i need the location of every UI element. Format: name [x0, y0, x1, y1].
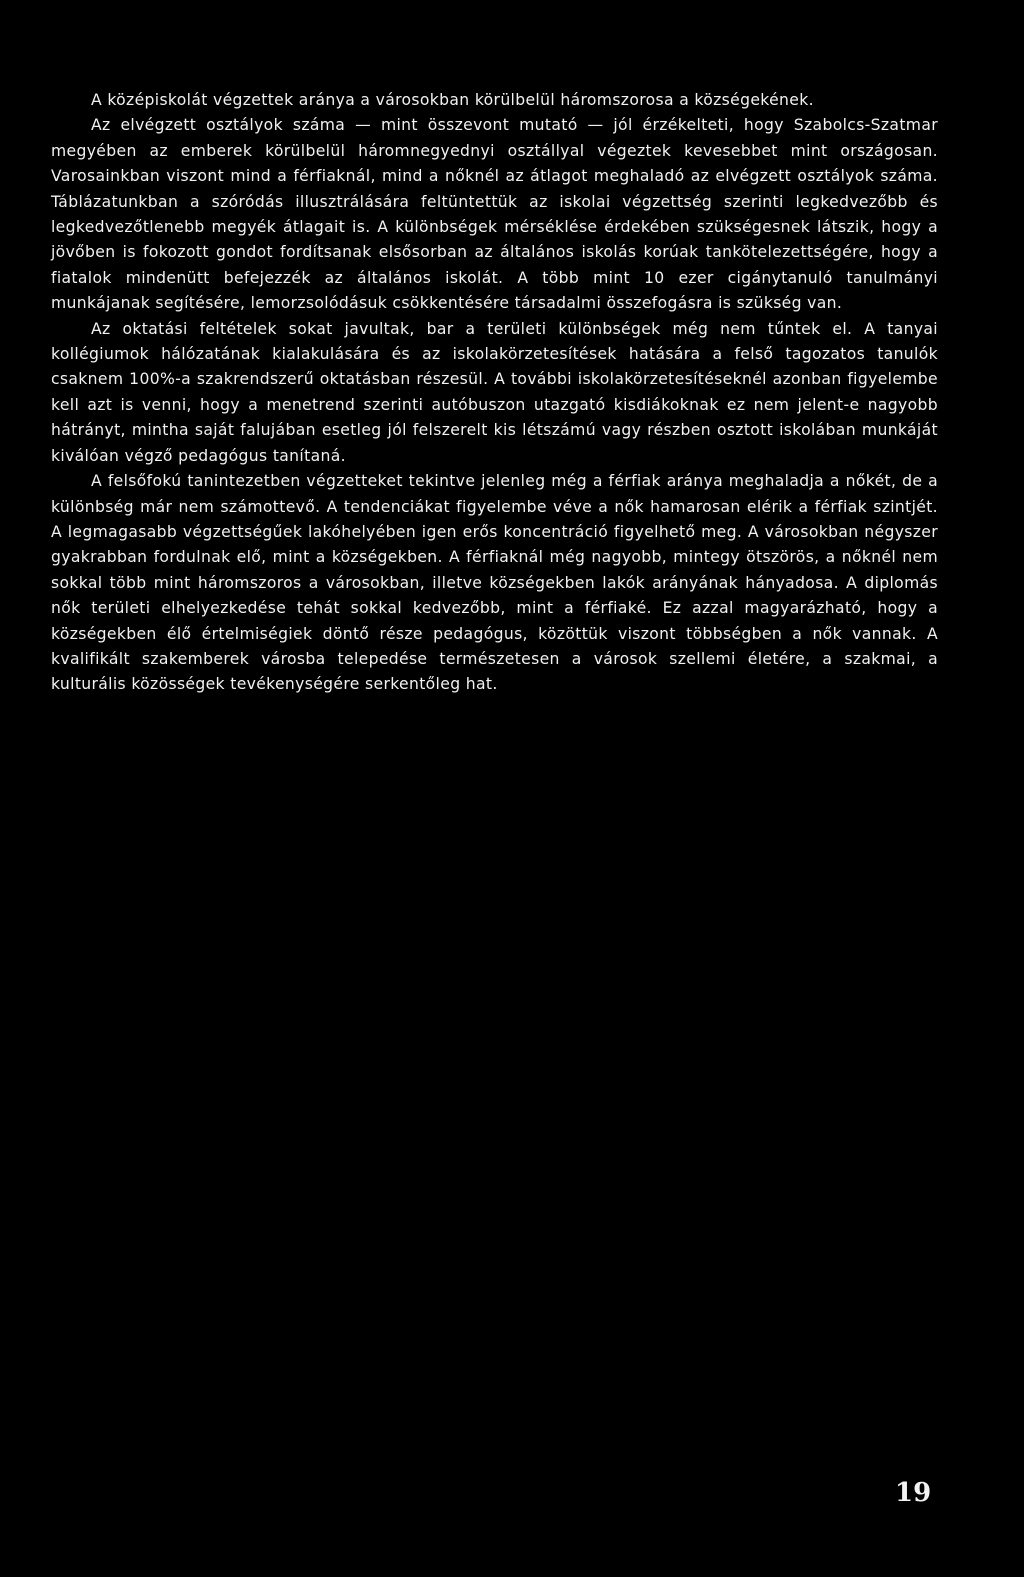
paragraph-4: A felsőfokú tanintezetben végzetteket tekintve jelenleg még a férfiak aránya meghaladja a nőkét, de a különbség már nem számottevő. A tendenciákat figyelembe véve a nők hamarosan elérik a férfiak szintjét. A legmagasabb végzettségűek lakóhelyében igen erős koncentráció figyelhető meg. A városokban négyszer gyakrabban fordulnak elő, mint a községekben. A férfiaknál még nagyobb, mintegy ötszörös, a nőknél nem sokkal több mint háromszoros a városokban, illetve községekben lakók arányának hányadosa. A diplomás nők területi elhelyezkedése tehát sokkal kedvezőbb, mint a férfiaké. Ez azzal magyarázható, hogy a községekben élő értelmiségiek döntő része pedagógus, közöttük viszont többségben a nők vannak. A kvalifikált szakemberek városba telepedése természetesen a városok szellemi életére, a szakmai, a kulturális közösségek tevékenységére serkentőleg hat.	[51, 472, 938, 694]
paragraph-1: A középiskolát végzettek aránya a városokban körülbelül háromszorosa a községekének.	[91, 91, 814, 109]
body-text	[51, 88, 938, 698]
paragraph-2: Az elvégzett osztályok száma — mint összevont mutató — jól érzékelteti, hogy Szabolcs-Szatmar megyében az emberek körülbelül háromnegyednyi osztállyal végeztek kevesebbet mint országosan. Varosainkban viszont mind a férfiaknál, mind a nőknél az átlagot meghaladó az elvégzett osztályok száma. Táblázatunkban a szóródás illusztrálására feltüntettük az iskolai végzettség szerinti legkedvezőbb és legkedvezőtlenebb megyék átlagait is. A különbségek mérséklése érdekében szükségesnek látszik, hogy a jövőben is fokozott gondot fordítsanak elsősorban az általános iskolás korúak tankötelezettségére, hogy a fiatalok mindenütt befejezzék az általános iskolát. A több mint 10 ezer cigánytanuló tanulmányi munkájanak segítésére, lemorzsolódásuk csökkentésére társadalmi összefogásra is szükség van.	[51, 116, 938, 313]
paragraph-3: Az oktatási feltételek sokat javultak, bar a területi különbségek még nem tűntek el. A tanyai kollégiumok hálózatának kialakulására és az iskolakörzetesítések hatására a felső tagozatos tanulók csaknem 100%-a szakrendszerű oktatásban részesül. A további iskolakörzetesítéseknél azonban figyelembe kell azt is venni, hogy a menetrend szerinti autóbuszon utazgató kisdiákoknak ez nem jelent-e nagyobb hátrányt, mintha saját falujában esetleg jól felszerelt kis létszámú vagy részben osztott iskolában munkáját kiválóan végző pedagógus tanítaná.	[51, 319, 938, 465]
page-number: 19	[895, 1478, 932, 1508]
